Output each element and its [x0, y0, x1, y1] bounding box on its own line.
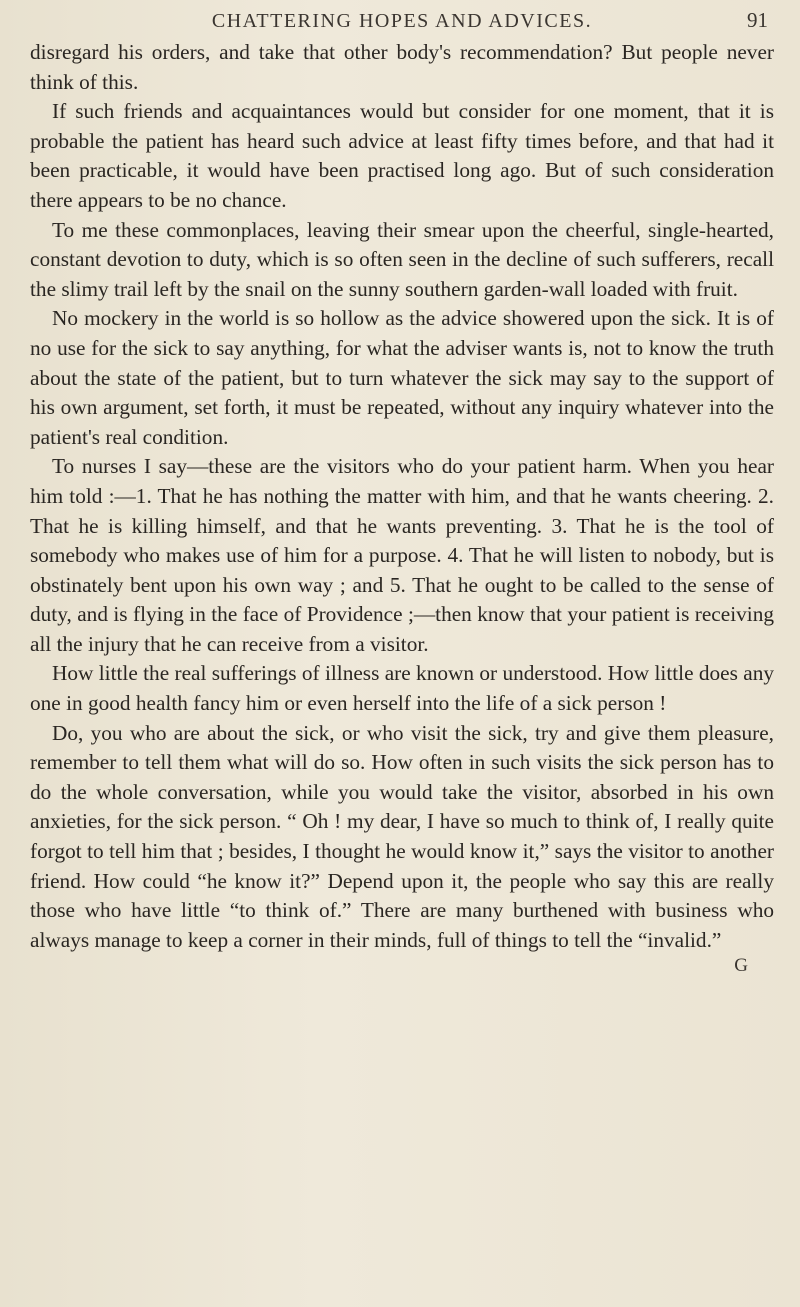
paragraph-mockery: No mockery in the world is so hollow as the advice showered upon the sick. It is of no use for the sick to say anything, for what the adviser wants is, not to know the truth about the state of the patient, but to turn whatever the sick may say to the support of his own argument, set forth, it must be repeated, without any inquiry whatever into the patient's real condition.	[30, 306, 774, 449]
running-head	[30, 6, 774, 36]
catchword: G	[734, 955, 748, 977]
paragraph-friends-acquaintances: If such friends and acquaintances would but consider for one moment, that it is probable the patient has heard such advice at least fifty times before, and that had it been practicable, it would have been practised long ago. But of such consideration there appears to be no chance.	[30, 99, 774, 212]
paragraph-do-you-who: Do, you who are about the sick, or who visit the sick, try and give them pleasure, remember to tell them what will do so. How often in such visits the sick person has to do the whole conversation, while you would take the visitor, absorbed in his own anxieties, for the sick person. “ Oh ! my dear, I have so much to think of, I really quite forgot to tell him that ; besides, I thought he would know it,” says the visitor to another friend. How could “he know it?” Depend upon it, the people who say this are really those who have little “to think of.” There are many burthened with business who always manage to keep a corner in their minds, full of things to tell the “invalid.”	[30, 720, 774, 952]
paragraph-commonplaces: To me these commonplaces, leaving their smear upon the cheerful, single-hearted, constant devotion to duty, which is so often seen in the decline of such sufferers, recall the slimy trail left by the snail on the sunny southern garden-wall loaded with fruit.	[30, 217, 774, 301]
paragraph-how-little: How little the real sufferings of illness are known or understood. How little does any one in good health fancy him or even herself into the life of a sick person !	[30, 661, 774, 716]
paragraph-continuation: disregard his orders, and take that other body's recommendation? But people never think of this.	[30, 40, 774, 94]
paragraph-to-nurses: To nurses I say—these are the visitors who do your patient harm. When you hear him told :—1. That he has nothing the matter with him, and that he wants cheering. 2. That he is killing himself, and that he wants preventing. 3. That he is the tool of somebody who makes use of him for a purpose. 4. That he will listen to nobody, but is obstinately bent upon his own way ; and 5. That he ought to be called to the sense of duty, and is flying in the face of Providence ;—then know that your patient is receiving all the injury that he can receive from a visitor.	[30, 454, 774, 656]
page-number: 91	[747, 8, 768, 32]
running-title: CHATTERING HOPES AND ADVICES.	[211, 10, 593, 32]
body-text	[30, 38, 774, 955]
